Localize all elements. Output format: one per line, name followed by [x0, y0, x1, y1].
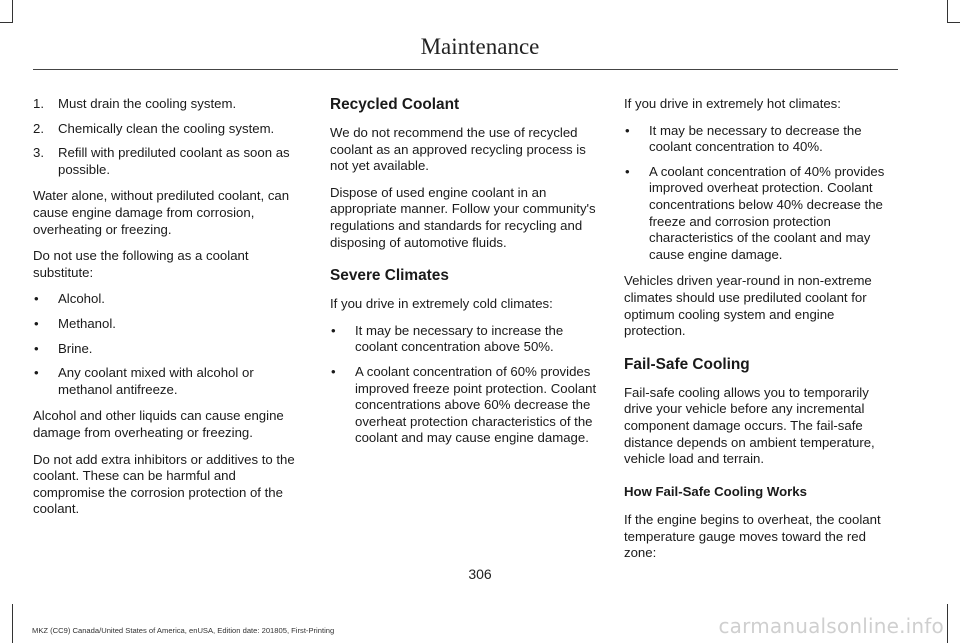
column-middle: [330, 96, 600, 457]
list-item: [33, 145, 303, 178]
header-divider: [33, 69, 898, 70]
step-number: 1.: [33, 96, 44, 111]
subsection-heading-how-fail-safe-works: How Fail-Safe Cooling Works: [624, 483, 807, 499]
list-item: [624, 164, 894, 264]
crop-mark: [0, 22, 13, 23]
section-heading-recycled-coolant: Recycled Coolant: [330, 96, 460, 113]
paragraph: Dispose of used engine coolant in an appropriate manner. Follow your community's regulations and standards for recycling and disposing of automotive fluids.: [330, 184, 596, 250]
paragraph: Do not add extra inhibitors or additives to the coolant. These can be harmful and compromise the corrosion protection of the coolant.: [33, 451, 295, 517]
list-item: [33, 96, 303, 113]
list-item: [330, 323, 600, 356]
bullet-icon: •: [34, 365, 39, 381]
step-number: 3.: [33, 145, 44, 161]
edition-footer: MKZ (CC9) Canada/United States of America, enUSA, Edition date: 201805, First-Printing: [32, 626, 335, 635]
bullet-icon: •: [34, 291, 39, 307]
section-heading-fail-safe-cooling: Fail-Safe Cooling: [624, 355, 750, 373]
list-item-text: Methanol.: [58, 315, 116, 331]
steps-list: [33, 96, 303, 178]
page-header-title: Maintenance: [420, 34, 540, 59]
list-item-text: It may be necessary to decrease the coolant concentration to 40%.: [649, 122, 862, 155]
list-item-text: Any coolant mixed with alcohol or methanol antifreeze.: [58, 365, 254, 397]
crop-mark: [947, 604, 948, 643]
list-item-text: Alcohol.: [58, 291, 105, 307]
bullet-icon: •: [34, 340, 39, 356]
paragraph: If you drive in extremely cold climates:: [330, 296, 553, 312]
bullet-icon: •: [625, 163, 630, 179]
hot-climate-list: [624, 123, 894, 264]
list-item-text: A coolant concentration of 60% provides improved freeze point protection. Coolant concentrations above 60% decrease the overheat protection characteristics of the coolant and may cause engine damage.: [355, 363, 597, 446]
list-item: [33, 341, 303, 358]
paragraph: If you drive in extremely hot climates:: [624, 96, 841, 111]
bullet-icon: •: [625, 122, 630, 138]
crop-mark: [12, 604, 13, 643]
crop-mark: [947, 22, 960, 23]
column-left: [33, 96, 303, 528]
bullet-icon: •: [331, 363, 336, 379]
list-item-text: A coolant concentration of 40% provides improved overheat protection. Coolant concentrations below 40% decrease the freeze and corrosion protection characteristics of the coolant and may cause engine damage.: [649, 163, 885, 262]
paragraph: Vehicles driven year-round in non-extreme climates should use prediluted coolant for optimum cooling system and engine protection.: [624, 273, 872, 339]
step-text: Refill with prediluted coolant as soon as possible.: [58, 145, 290, 177]
crop-mark: [947, 0, 948, 22]
paragraph: We do not recommend the use of recycled coolant as an approved recycling process is not yet available.: [330, 125, 586, 174]
list-item: [330, 364, 600, 447]
list-item: [33, 365, 303, 398]
list-item: [33, 121, 303, 138]
paragraph: If the engine begins to overheat, the coolant temperature gauge moves toward the red zone:: [624, 512, 881, 561]
list-item-text: Brine.: [58, 340, 93, 356]
list-item: [624, 123, 894, 156]
crop-mark: [12, 0, 13, 22]
list-item: [33, 316, 303, 333]
cold-climate-list: [330, 323, 600, 447]
page-number: 306: [468, 566, 492, 582]
paragraph: Alcohol and other liquids can cause engine damage from overheating or freezing.: [33, 408, 284, 440]
list-item-text: It may be necessary to increase the coolant concentration above 50%.: [355, 322, 564, 355]
step-text: Must drain the cooling system.: [58, 96, 237, 111]
list-item: [33, 291, 303, 308]
column-right: [624, 96, 894, 572]
bullet-icon: •: [34, 315, 39, 331]
paragraph: Do not use the following as a coolant substitute:: [33, 248, 249, 280]
step-number: 2.: [33, 120, 44, 136]
substitutes-list: [33, 291, 303, 398]
paragraph: Fail-safe cooling allows you to temporarily drive your vehicle before any incremental component damage occurs. The fail-safe distance depends on ambient temperature, vehicle load and terrain.: [624, 384, 875, 467]
paragraph: Water alone, without prediluted coolant, can cause engine damage from corrosion, overheating or freezing.: [33, 188, 290, 237]
step-text: Chemically clean the cooling system.: [58, 120, 275, 136]
section-heading-severe-climates: Severe Climates: [330, 267, 449, 285]
watermark-logo: carmanualsonline.info: [718, 614, 944, 638]
bullet-icon: •: [331, 322, 336, 338]
